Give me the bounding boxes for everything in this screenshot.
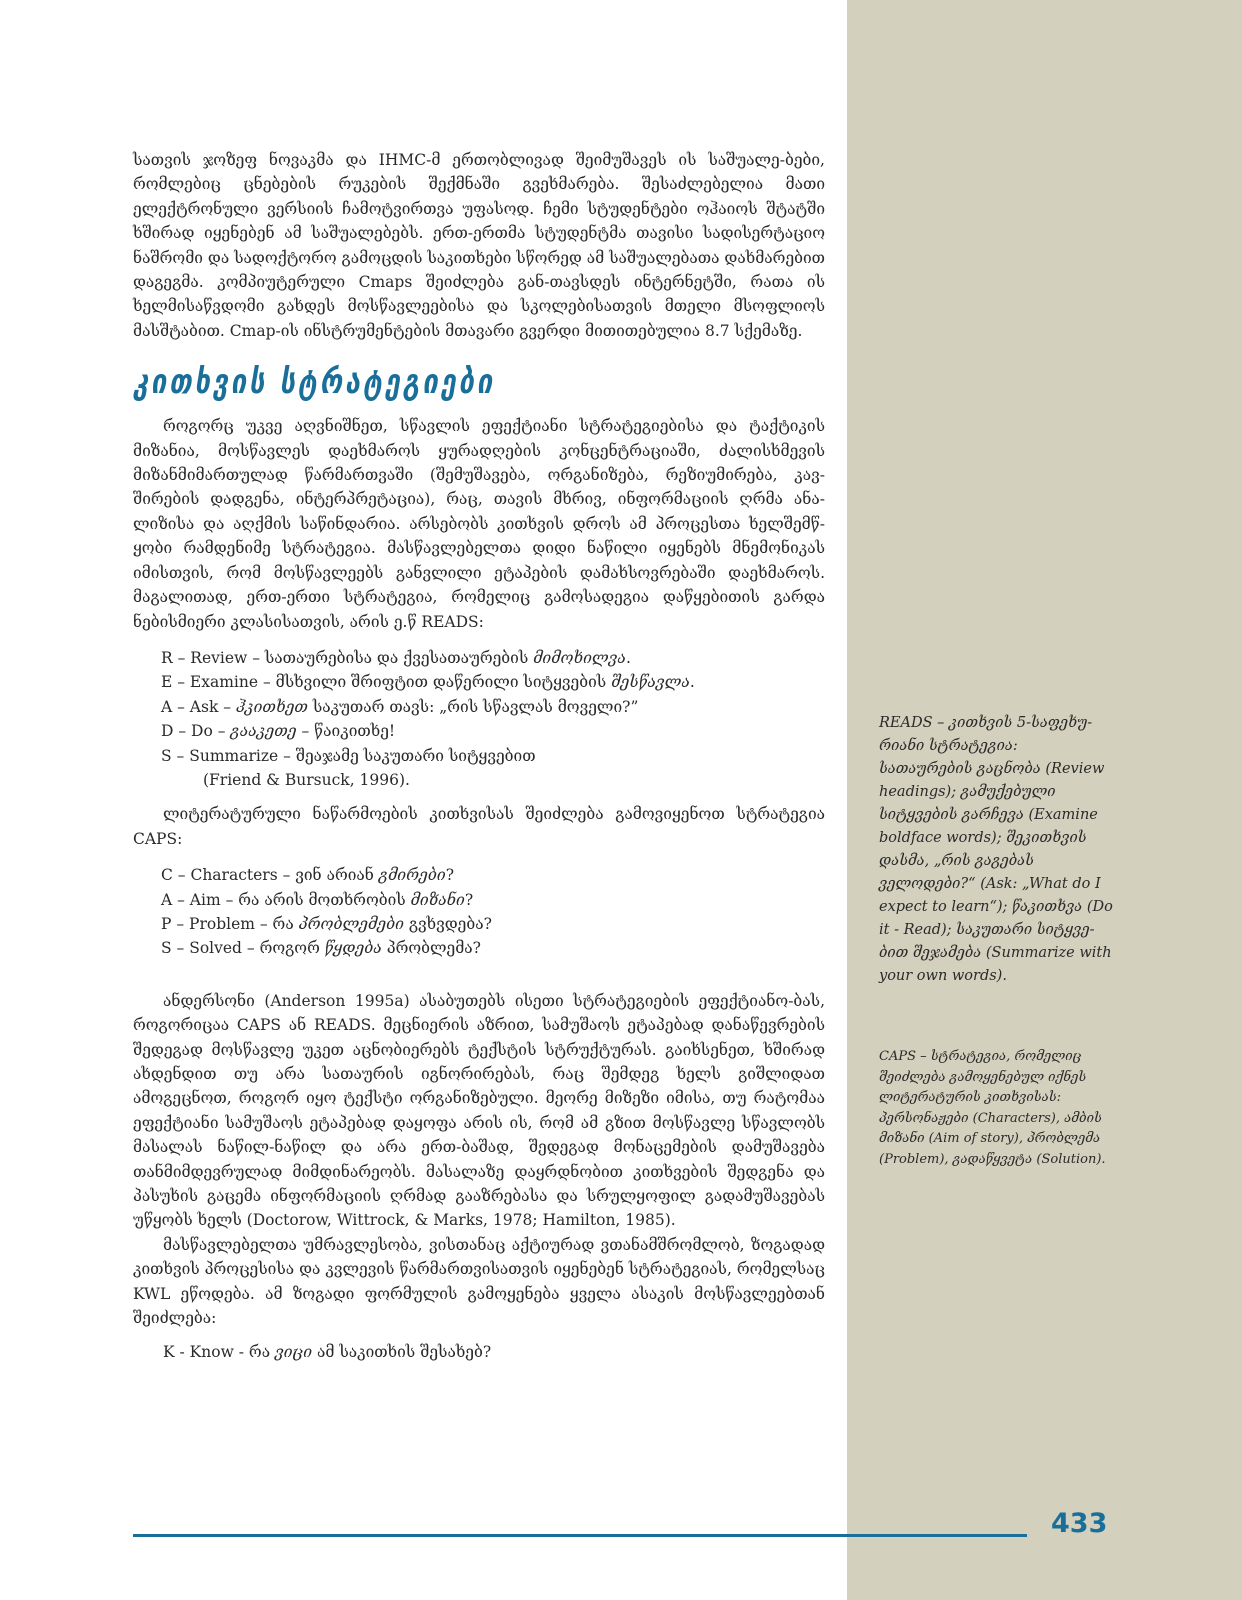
note-text: – კითხვის 5-საფეხუ-რიანი სტრატეგია: სათაურების გაცნობა (Review headings); გამუქებული სიტყვების გარჩევა (Examine boldface words); შეკითხვის დასმა, „რის გაგებას ველოდები?“ (Ask: „What do I expect to learn“); წაკითხვა (Do it - Read); საკუთარი სიტყვე-ბით შეჯამება (Summarize with your own words). xyxy=(879,715,1113,984)
caps-sidebar-note xyxy=(879,1047,1114,1170)
caps-lead: ლიტერატურული ნაწარმოების კითხვისას შეიძლება გამოვიყენოთ სტრატეგია CAPS: xyxy=(133,805,825,848)
reads-list xyxy=(161,646,825,792)
list-item: C – Characters – ვინ არიან გმირები? xyxy=(161,866,455,885)
page-number: 433 xyxy=(1051,1508,1108,1539)
strategy-paragraph: როგორც უკვე აღვნიშნეთ, სწავლის ეფექტიანი სტრატეგიებისა და ტაქტიკის მიზანია, მოსწავლეს დაეხმაროს ყურადღების კონცენტრაციაში, ძალისხმევის მიზანმიმართულად წარმართვაში (შემუშავება, ორგანიზება, რეზიუმირება, კავ-შირების დადგენა, ინტერპრეტაცია), რაც, თავის მხრივ, ინფორმაციის ღრმა ანა-ლიზისა და აღქმის საწინდარია. არსებობს კითხვის დროს ამ პროცესთა ხელშემწ-ყობი რამდენიმე სტრატეგია. მასწავლებელთა დიდი ნაწილი იყენებს მნემონიკას იმისთვის, რომ მოსწავლეებს განვლილი ეტაპების დამახსოვრებაში დაეხმაროს. მაგალითად, ერთ-ერთი სტრატეგია, რომელიც გამოსადეგია დაწყებითის გარდა ნებისმიერი კლასისათვის, არის ე.წ READS: xyxy=(133,417,825,631)
note-text: – სტრატეგია, რომელიც შეიძლება გამოყენებულ იქნეს ლიტერატურის კითხვისას: პერსონაჟები (Characters), ამბის მიზანი (Aim of story), პრობლემა (Problem), გადაწყვეტა (Solution). xyxy=(879,1049,1106,1167)
caps-list xyxy=(161,863,825,961)
main-column xyxy=(133,148,825,1364)
list-item: S – Solved – როგორ წყდება პრობლემა? xyxy=(161,939,481,958)
note-term: READS xyxy=(879,715,933,731)
kwl-item: K - Know - რა ვიცი ამ საკითხის შესახებ? xyxy=(163,1343,492,1362)
list-item: D – Do – გააკეთე – წაიკითხე! xyxy=(161,722,396,741)
list-item: R – Review – სათაურებისა და ქვესათაურების მიმოხილვა. xyxy=(161,648,631,667)
list-item: E – Examine – მსხვილი შრიფტით დაწერილი სიტყვების შესწავლა. xyxy=(161,673,695,692)
footer-rule xyxy=(133,1534,1027,1537)
note-term: CAPS xyxy=(879,1049,916,1064)
reads-sidebar-note xyxy=(879,712,1114,988)
kwl-paragraph: მასწავლებელთა უმრავლესობა, ვისთანაც აქტიურად ვთანამშრომლობ, ზოგადად კითხვის პროცესისა და კვლევის წარმართვისათვის იყენებენ სტრატეგიას, რომელსაც KWL ეწოდება. ამ ზოგადი ფორმულის გამოყენება ყველა ასაკის მოსწავლეებთან შეიძლება: xyxy=(133,1235,825,1328)
list-item: P – Problem – რა პრობლემები გვხვდება? xyxy=(161,914,492,933)
list-item: A – Ask – ჰკითხეთ საკუთარ თავს: „რის სწავლას მოველი?” xyxy=(161,697,639,716)
intro-paragraph: სათვის ჯოზეფ ნოვაკმა და IHMC-მ ერთობლივად შეიმუშავეს ის საშუალე-ბები, რომლებიც ცნებების რუკების შექმნაში გვეხმარება. შესაძლებელია მათი ელექტრონული ვერსიის ჩამოტვირთვა უფასოდ. ჩემი სტუდენტები ოჰაიოს შტატში ხშირად იყენებენ ამ საშუალებებს. ერთ-ერთმა სტუდენტმა თავისი სადისერტაციო ნაშრომი და სადოქტორო გამოცდის საკითხები სწორედ ამ საშუალებათა დახმარებით დაგეგმა. კომპიუტერული Cmaps შეიძლება გან-თავსდეს ინტერნეტში, რათა ის ხელმისაწვდომი გახდეს მოსწავლეებისა და სკოლებისათვის მთელი მსოფლიოს მასშტაბით. Cmap-ის ინსტრუმენტების მთავარი გვერდი მითითებულია 8.7 სქემაზე. xyxy=(133,151,826,340)
list-item: A – Aim – რა არის მოთხრობის მიზანი? xyxy=(161,890,474,909)
list-item: S – Summarize – შეაჯამე საკუთარი სიტყვებით xyxy=(161,746,536,765)
anderson-paragraph: ანდერსონი (Anderson 1995a) ასაბუთებს ისეთი სტრატეგიების ეფექტიანო-ბას, როგორიცაა CAPS ან READS. მეცნიერის აზრით, სამუშაოს ეტაპებად დანაწევრების შედეგად მოსწავლე უკეთ აცნობიერებს ტექსტის სტრუქტურას. გაიხსენეთ, ხშირად ახდენდით თუ არა სათაურის იგნორირებას, რაც შემდეგ ხელს გიშლიდათ ამოგეცნოთ, როგორ იყო ტექსტი ორგანიზებული. მეორე მიზეზი იმისა, თუ რატომაა ეფექტიანი სამუშაოს ეტაპებად დაყოფა არის ის, რომ ამ გზით მოსწავლე სწავლობს მასალას ნაწილ-ნაწილ და არა ერთ-ბაშად, შედეგად მონაცემების დამუშავება თანმიმდევრულად მიმდინარეობს. მასალაზე დაყრდნობით კითხვების შედგენა და პასუხის გაცემა ინფორმაციის ღრმად გააზრებასა და სრულყოფილ გადამუშავებას უწყობს ხელს (Doctorow, Wittrock, & Marks, 1978; Hamilton, 1985). xyxy=(133,991,825,1230)
reads-citation: (Friend & Bursuck, 1996). xyxy=(203,770,410,789)
section-heading: კითხვის სტრატეგიები xyxy=(133,363,496,403)
